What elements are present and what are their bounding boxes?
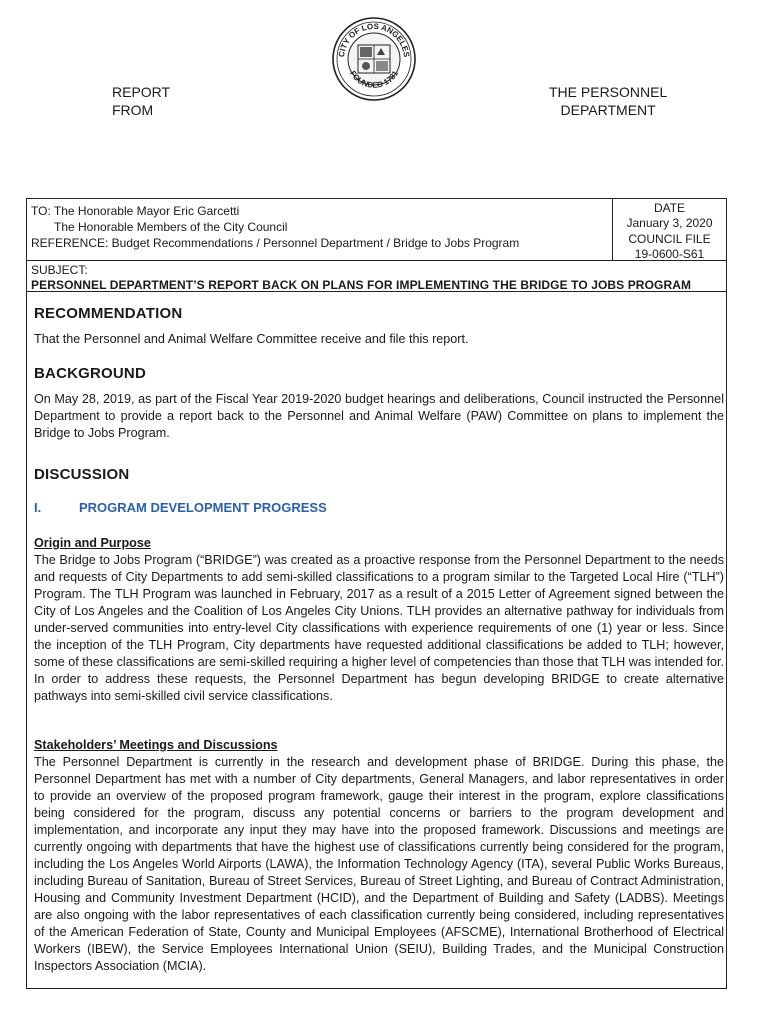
council-file-value: 19-0600-S61 [634,247,705,261]
memo-subject [27,261,726,295]
recommendation-text: That the Personnel and Animal Welfare Committee receive and file this report. [34,332,469,346]
stakeholders-text: The Personnel Department is currently in the research and development phase of BRIDGE. During this phase, the Personnel Department has met with a number of City departments, General Managers, and labor representatives in order to provide an overview of the proposed program framework, gauge their interest in the program, explore classifications being considered for the program, discuss any potential concerns or barriers to the program development and implementation, and incorporate any input they may have into the proposed framework. Discussions and meetings are currently ongoing with departments that have the highest use of classifications currently being considered for the program, including the Los Angeles World Airports (LAWA), the Information Technology Agency (ITA), several Public Works Bureaus, including Bureau of Sanitation, Bureau of Street Services, Bureau of Street Lighting, and Bureau of Contract Administration, Housing and Community Investment Department (HCID), and the Department of Building and Safety (LADBS). Meetings are also ongoing with the labor representatives of each classification currently being considered, including representatives of the American Federation of State, County and Municipal Employees (AFSCME), International Brotherhood of Electrical Workers (IBEW), the Service Employees International Union (SEIU), Building Trades, and the Municipal Construction Inspectors Association (MCIA). [34,755,724,973]
subject-label: SUBJECT: [31,263,88,277]
reference-line: REFERENCE: Budget Recommendations / Personnel Department / Bridge to Jobs Program [31,236,520,250]
council-file-label: COUNCIL FILE [628,232,711,246]
discussion-section [34,466,724,483]
memo-header-box [26,198,727,292]
background-heading: BACKGROUND [34,365,146,382]
city-seal-icon [331,16,417,102]
stakeholders-heading: Stakeholders’ Meetings and Discussions [34,738,278,752]
the-personnel-label: THE PERSONNEL [549,84,668,100]
recommendation-heading: RECOMMENDATION [34,305,183,322]
to-line-2: The Honorable Members of the City Council [54,220,288,234]
subject-title: PERSONNEL DEPARTMENT’S REPORT BACK ON PLANS FOR IMPLEMENTING THE BRIDGE TO JOBS PROGRAM [31,278,692,292]
stakeholders-section [34,737,724,975]
origin-text: The Bridge to Jobs Program (“BRIDGE”) was created as a proactive response from the Personnel Department to the needs and requests of City Departments to add semi-skilled classifications to a program similar to the Targeted Local Hire (“TLH”) Program. The TLH Program was launched in February, 2017 as a result of a 2015 Letter of Agreement signed between the City of Los Angeles and the Coalition of Los Angeles City Unions. TLH provides an alternative pathway for individuals from under-served communities into entry-level City classifications with experience requirements of one (1) year or less. Since the inception of the TLH Program, City departments have requested additional classifications be added to TLH; however, some of these classifications are semi-skilled requiring a higher level of competencies than those that TLH was intended for. In order to address these requests, the Personnel Department has begun developing BRIDGE to create alternative pathways into semi-skilled civil service classifications. [34,553,724,703]
background-text: On May 28, 2019, as part of the Fiscal Year 2019-2020 budget hearings and deliberations, Council instructed the Personnel Department to provide a report back to the Personnel and Animal Welfare (PAW) Committee on plans to implement the Bridge to Jobs Program. [34,392,724,440]
section-title: PROGRAM DEVELOPMENT PROGRESS [79,500,327,515]
origin-section [34,535,724,705]
svg-text:CITY OF LOS ANGELES: CITY OF LOS ANGELES [336,21,412,58]
section-number: I. [34,500,42,515]
date-label: DATE [653,201,686,215]
svg-text:FOUNDED 1781: FOUNDED 1781 [348,69,400,90]
section-heading-program-development [34,500,327,515]
memo-date-file [613,199,726,261]
department-label: DEPARTMENT [560,102,656,118]
from-label: FROM [112,102,154,118]
recommendation-section [34,305,724,348]
background-section [34,365,724,442]
personnel-department-label [549,83,667,119]
memo-addressee [27,199,613,261]
origin-heading: Origin and Purpose [34,536,151,550]
report-label: REPORT [112,84,171,100]
date-value: January 3, 2020 [626,216,713,230]
report-from-label [112,83,170,119]
to-line: TO: The Honorable Mayor Eric Garcetti [31,204,240,218]
discussion-heading: DISCUSSION [34,466,130,483]
